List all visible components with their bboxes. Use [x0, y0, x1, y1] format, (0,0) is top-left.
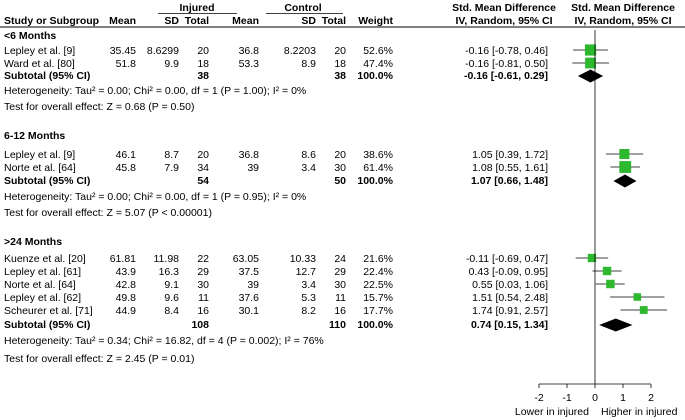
injured-total: 16	[197, 305, 209, 317]
injured-mean: 45.8	[115, 162, 136, 174]
injured-total: 34	[197, 162, 209, 174]
control-total: 30	[334, 279, 346, 291]
overall-effect-text: Test for overall effect: Z = 2.45 (P = 0.01)	[4, 353, 195, 365]
injured-sd: 16.3	[158, 266, 179, 278]
subtotal-weight: 100.0%	[357, 70, 393, 82]
control-sd: 8.2	[301, 305, 316, 317]
study-name: Lepley et al. [9]	[4, 45, 76, 57]
control-total: 24	[334, 253, 346, 265]
control-mean: 39	[247, 162, 259, 174]
plot-method-header: IV, Random, 95% CI	[574, 15, 672, 27]
study-weight: 22.4%	[363, 266, 393, 278]
injured-sd-header: SD	[164, 15, 179, 27]
control-mean-header: Mean	[232, 15, 259, 27]
x-axis-tick-label: 1	[620, 392, 626, 404]
control-group-header: Control	[284, 2, 322, 14]
plot-column-title: Std. Mean Difference	[571, 2, 675, 14]
injured-mean: 49.8	[115, 292, 136, 304]
study-weight: 38.6%	[363, 149, 393, 161]
control-total: 16	[334, 305, 346, 317]
control-total: 30	[334, 162, 346, 174]
study-name: Lepley et al. [61]	[4, 266, 82, 278]
study-smd-ci: 1.08 [0.55, 1.61]	[472, 162, 548, 174]
study-weight: 22.5%	[363, 279, 393, 291]
injured-mean: 44.9	[115, 305, 136, 317]
injured-sd: 9.9	[164, 58, 179, 70]
control-mean: 37.6	[238, 292, 259, 304]
control-sd-header: SD	[301, 15, 316, 27]
left-direction-label: Lower in injured	[514, 406, 589, 418]
x-axis-tick-label: -1	[562, 392, 572, 404]
control-sd: 8.6	[301, 149, 316, 161]
study-smd-ci: 1.05 [0.39, 1.72]	[472, 149, 548, 161]
subtotal-control-total: 50	[334, 175, 346, 187]
smd-column-title: Std. Mean Difference	[452, 2, 556, 14]
control-total: 20	[334, 149, 346, 161]
study-effect-marker	[634, 293, 642, 301]
injured-total: 29	[197, 266, 209, 278]
study-name: Norte et al. [64]	[4, 279, 76, 291]
control-mean: 30.1	[238, 305, 259, 317]
subtotal-label: Subtotal (95% CI)	[4, 175, 91, 187]
subtotal-control-total: 38	[334, 70, 346, 82]
injured-total: 11	[198, 292, 209, 304]
injured-total: 30	[197, 279, 209, 291]
injured-sd: 9.6	[164, 292, 179, 304]
subtotal-diamond	[613, 175, 636, 188]
study-effect-marker	[585, 44, 596, 55]
x-axis-tick-label: 2	[648, 392, 654, 404]
study-effect-marker	[640, 306, 648, 314]
injured-sd: 11.98	[153, 253, 179, 265]
injured-total-header: Total	[184, 15, 209, 27]
control-mean: 36.8	[238, 149, 259, 161]
injured-total: 22	[197, 253, 209, 265]
control-total: 11	[335, 292, 346, 304]
heterogeneity-text: Heterogeneity: Tau² = 0.00; Chi² = 0.00, df = 1 (P = 1.00); I² = 0%	[4, 85, 307, 97]
study-name: Norte et al. [64]	[4, 162, 76, 174]
control-mean: 36.8	[238, 45, 259, 57]
injured-mean: 51.8	[115, 58, 136, 70]
subtotal-label: Subtotal (95% CI)	[4, 319, 91, 331]
control-sd: 5.3	[301, 292, 316, 304]
control-mean: 63.05	[232, 253, 259, 265]
study-effect-marker	[606, 280, 614, 288]
subtotal-control-total: 110	[329, 319, 346, 331]
control-mean: 39	[247, 279, 259, 291]
control-mean: 37.5	[238, 266, 259, 278]
injured-total: 20	[197, 45, 209, 57]
study-smd-ci: -0.16 [-0.81, 0.50]	[465, 58, 548, 70]
study-smd-ci: 1.74 [0.91, 2.57]	[472, 305, 548, 317]
study-smd-ci: 0.43 [-0.09, 0.95]	[468, 266, 548, 278]
control-total-header: Total	[321, 15, 346, 27]
study-name: Scheurer et al. [71]	[4, 305, 93, 317]
subtotal-label: Subtotal (95% CI)	[4, 70, 91, 82]
study-effect-marker	[619, 149, 629, 159]
overall-effect-text: Test for overall effect: Z = 5.07 (P < 0.00001)	[4, 207, 212, 219]
study-weight: 61.4%	[363, 162, 393, 174]
subtotal-smd-ci: -0.16 [-0.61, 0.29]	[463, 70, 548, 82]
subtotal-injured-total: 54	[197, 175, 209, 187]
control-sd: 10.33	[289, 253, 316, 265]
control-sd: 8.9	[301, 58, 316, 70]
study-name: Kuenze et al. [20]	[4, 253, 86, 265]
study-smd-ci: -0.11 [-0.69, 0.47]	[465, 253, 548, 265]
overall-effect-text: Test for overall effect: Z = 0.68 (P = 0.50)	[4, 101, 195, 113]
subtotal-smd-ci: 1.07 [0.66, 1.48]	[470, 175, 548, 187]
injured-mean: 35.45	[109, 45, 136, 57]
injured-total: 18	[197, 58, 209, 70]
weight-header: Weight	[358, 15, 393, 27]
subtotal-diamond	[599, 319, 632, 332]
control-total: 18	[334, 58, 346, 70]
injured-sd: 8.4	[164, 305, 179, 317]
control-total: 29	[334, 266, 346, 278]
study-weight: 47.4%	[363, 58, 393, 70]
subtotal-diamond	[578, 70, 603, 83]
injured-sd: 9.1	[164, 279, 179, 291]
subtotal-injured-total: 38	[197, 70, 209, 82]
study-column-header: Study or Subgroup	[4, 15, 100, 27]
control-mean: 53.3	[238, 58, 259, 70]
control-sd: 3.4	[301, 162, 316, 174]
study-smd-ci: 1.51 [0.54, 2.48]	[472, 292, 548, 304]
injured-mean: 61.81	[109, 253, 136, 265]
study-smd-ci: -0.16 [-0.78, 0.46]	[465, 45, 548, 57]
injured-group-header: Injured	[179, 2, 215, 14]
smd-method-header: IV, Random, 95% CI	[455, 15, 553, 27]
control-total: 20	[334, 45, 346, 57]
control-sd: 3.4	[301, 279, 316, 291]
study-name: Lepley et al. [9]	[4, 149, 76, 161]
study-effect-marker	[603, 267, 611, 275]
right-direction-label: Higher in injured	[601, 406, 678, 418]
injured-mean: 43.9	[115, 266, 136, 278]
control-sd: 12.7	[295, 266, 316, 278]
injured-total: 20	[197, 149, 209, 161]
heterogeneity-text: Heterogeneity: Tau² = 0.34; Chi² = 16.82, df = 4 (P = 0.002); I² = 76%	[4, 335, 324, 347]
subgroup-title: >24 Months	[4, 236, 63, 248]
subtotal-smd-ci: 0.74 [0.15, 1.34]	[470, 319, 548, 331]
x-axis-tick-label: -2	[534, 392, 544, 404]
injured-sd: 8.7	[164, 149, 179, 161]
study-weight: 15.7%	[363, 292, 393, 304]
injured-mean: 42.8	[115, 279, 136, 291]
study-weight: 17.7%	[363, 305, 393, 317]
subtotal-weight: 100.0%	[357, 319, 393, 331]
subtotal-injured-total: 108	[191, 319, 209, 331]
x-axis-tick-label: 0	[592, 392, 598, 404]
heterogeneity-text: Heterogeneity: Tau² = 0.00; Chi² = 0.00, df = 1 (P = 0.95); I² = 0%	[4, 191, 307, 203]
injured-sd: 8.6299	[146, 45, 179, 57]
injured-mean-header: Mean	[109, 15, 136, 27]
subgroup-title: 6-12 Months	[4, 130, 66, 142]
study-effect-marker	[619, 161, 631, 173]
injured-mean: 46.1	[115, 149, 136, 161]
study-name: Lepley et al. [62]	[4, 292, 82, 304]
injured-sd: 7.9	[164, 162, 179, 174]
study-smd-ci: 0.55 [0.03, 1.06]	[472, 279, 548, 291]
study-effect-marker	[585, 58, 596, 69]
study-weight: 52.6%	[363, 45, 393, 57]
study-name: Ward et al. [80]	[4, 58, 75, 70]
study-weight: 21.6%	[363, 253, 393, 265]
subtotal-weight: 100.0%	[357, 175, 393, 187]
subgroup-title: <6 Months	[4, 30, 57, 42]
control-sd: 8.2203	[283, 45, 316, 57]
